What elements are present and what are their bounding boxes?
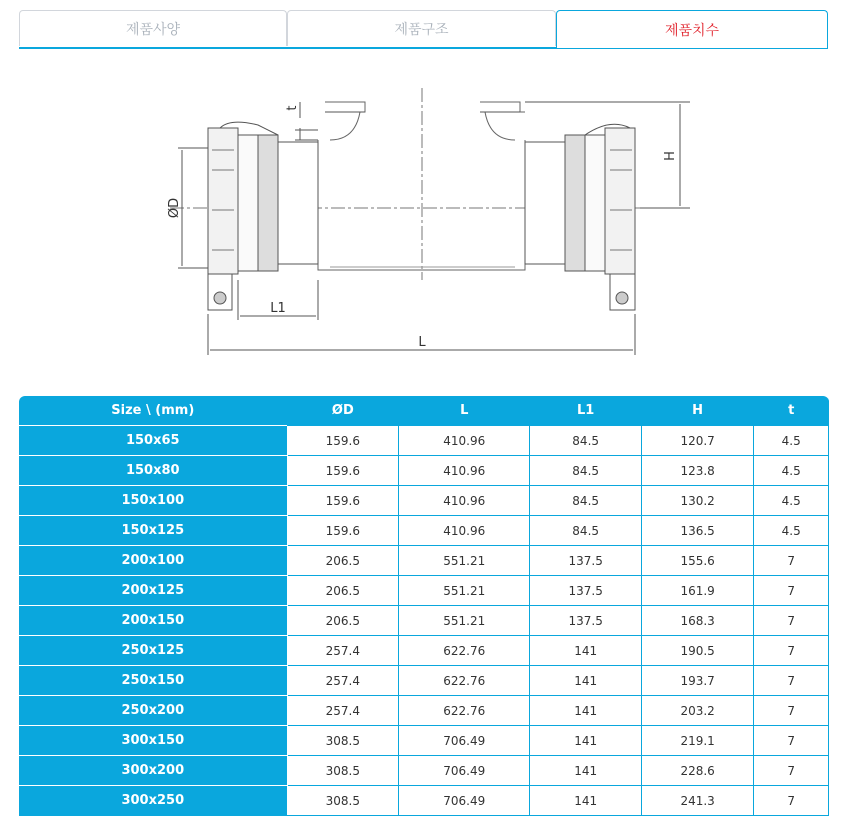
cell-t: 7	[754, 666, 829, 696]
cell-t: 4.5	[754, 426, 829, 456]
header-h: H	[641, 396, 753, 426]
cell-t: 7	[754, 576, 829, 606]
cell-size: 300x250	[19, 786, 287, 816]
cell-od: 257.4	[287, 636, 398, 666]
cell-od: 159.6	[287, 486, 398, 516]
label-l: L	[418, 335, 426, 350]
cell-l1: 137.5	[530, 606, 641, 636]
cell-l: 622.76	[399, 636, 530, 666]
table-row	[19, 666, 829, 696]
header-od: ØD	[287, 396, 398, 426]
cell-l: 410.96	[399, 426, 530, 456]
table-header-row	[19, 396, 829, 426]
cell-l: 410.96	[399, 456, 530, 486]
table-row	[19, 696, 829, 726]
table-row	[19, 786, 829, 816]
cell-l: 551.21	[399, 606, 530, 636]
cell-size: 200x150	[19, 606, 287, 636]
table-row	[19, 726, 829, 756]
cell-t: 7	[754, 786, 829, 816]
header-size: Size \ (mm)	[19, 396, 287, 426]
cell-l: 551.21	[399, 576, 530, 606]
cell-h: 241.3	[641, 786, 753, 816]
table-row	[19, 636, 829, 666]
cell-od: 308.5	[287, 786, 398, 816]
pipe-tee-dimension-drawing	[150, 80, 700, 370]
cell-size: 300x200	[19, 756, 287, 786]
cell-h: 155.6	[641, 546, 753, 576]
cell-size: 150x100	[19, 486, 287, 516]
cell-l1: 84.5	[530, 516, 641, 546]
cell-size: 150x125	[19, 516, 287, 546]
cell-h: 123.8	[641, 456, 753, 486]
cell-l: 410.96	[399, 486, 530, 516]
cell-l1: 84.5	[530, 456, 641, 486]
cell-l: 622.76	[399, 696, 530, 726]
label-h: H	[663, 151, 678, 161]
cell-size: 200x125	[19, 576, 287, 606]
table-row	[19, 426, 829, 456]
cell-l1: 84.5	[530, 486, 641, 516]
cell-t: 7	[754, 636, 829, 666]
cell-l: 706.49	[399, 726, 530, 756]
cell-t: 4.5	[754, 456, 829, 486]
cell-t: 4.5	[754, 486, 829, 516]
cell-h: 190.5	[641, 636, 753, 666]
table-row	[19, 516, 829, 546]
cell-l1: 141	[530, 786, 641, 816]
cell-od: 159.6	[287, 426, 398, 456]
cell-od: 257.4	[287, 696, 398, 726]
header-t: t	[754, 396, 829, 426]
cell-od: 159.6	[287, 516, 398, 546]
cell-l1: 141	[530, 696, 641, 726]
cell-l: 622.76	[399, 666, 530, 696]
cell-h: 168.3	[641, 606, 753, 636]
tab-bar	[19, 10, 828, 49]
cell-l: 706.49	[399, 756, 530, 786]
cell-t: 4.5	[754, 516, 829, 546]
cell-h: 193.7	[641, 666, 753, 696]
cell-od: 206.5	[287, 606, 398, 636]
table-row	[19, 756, 829, 786]
cell-h: 130.2	[641, 486, 753, 516]
cell-t: 7	[754, 726, 829, 756]
cell-l1: 141	[530, 756, 641, 786]
cell-t: 7	[754, 546, 829, 576]
table-row	[19, 456, 829, 486]
cell-od: 257.4	[287, 666, 398, 696]
cell-h: 203.2	[641, 696, 753, 726]
cell-od: 206.5	[287, 576, 398, 606]
cell-size: 300x150	[19, 726, 287, 756]
cell-size: 250x200	[19, 696, 287, 726]
table-row	[19, 546, 829, 576]
cell-l1: 141	[530, 636, 641, 666]
cell-h: 219.1	[641, 726, 753, 756]
table-row	[19, 606, 829, 636]
cell-size: 250x125	[19, 636, 287, 666]
cell-od: 308.5	[287, 726, 398, 756]
label-od: ØD	[167, 197, 182, 219]
cell-l1: 137.5	[530, 576, 641, 606]
cell-h: 228.6	[641, 756, 753, 786]
cell-size: 150x80	[19, 456, 287, 486]
cell-l1: 84.5	[530, 426, 641, 456]
table-row	[19, 576, 829, 606]
tab-product-spec[interactable]: 제품사양	[19, 10, 287, 46]
dimension-table	[19, 396, 829, 816]
label-t: t	[285, 105, 300, 111]
cell-l1: 141	[530, 666, 641, 696]
header-l1: L1	[530, 396, 641, 426]
cell-t: 7	[754, 756, 829, 786]
cell-l: 551.21	[399, 546, 530, 576]
cell-h: 120.7	[641, 426, 753, 456]
tab-product-dimensions[interactable]: 제품치수	[556, 10, 828, 48]
header-l: L	[399, 396, 530, 426]
cell-l: 410.96	[399, 516, 530, 546]
cell-size: 250x150	[19, 666, 287, 696]
cell-od: 206.5	[287, 546, 398, 576]
cell-l1: 137.5	[530, 546, 641, 576]
table-row	[19, 486, 829, 516]
cell-t: 7	[754, 606, 829, 636]
cell-l1: 141	[530, 726, 641, 756]
cell-size: 150x65	[19, 426, 287, 456]
cell-l: 706.49	[399, 786, 530, 816]
cell-size: 200x100	[19, 546, 287, 576]
cell-od: 308.5	[287, 756, 398, 786]
cell-od: 159.6	[287, 456, 398, 486]
label-l1: L1	[270, 301, 286, 316]
tab-product-structure[interactable]: 제품구조	[287, 10, 556, 46]
cell-h: 136.5	[641, 516, 753, 546]
cell-h: 161.9	[641, 576, 753, 606]
cell-t: 7	[754, 696, 829, 726]
